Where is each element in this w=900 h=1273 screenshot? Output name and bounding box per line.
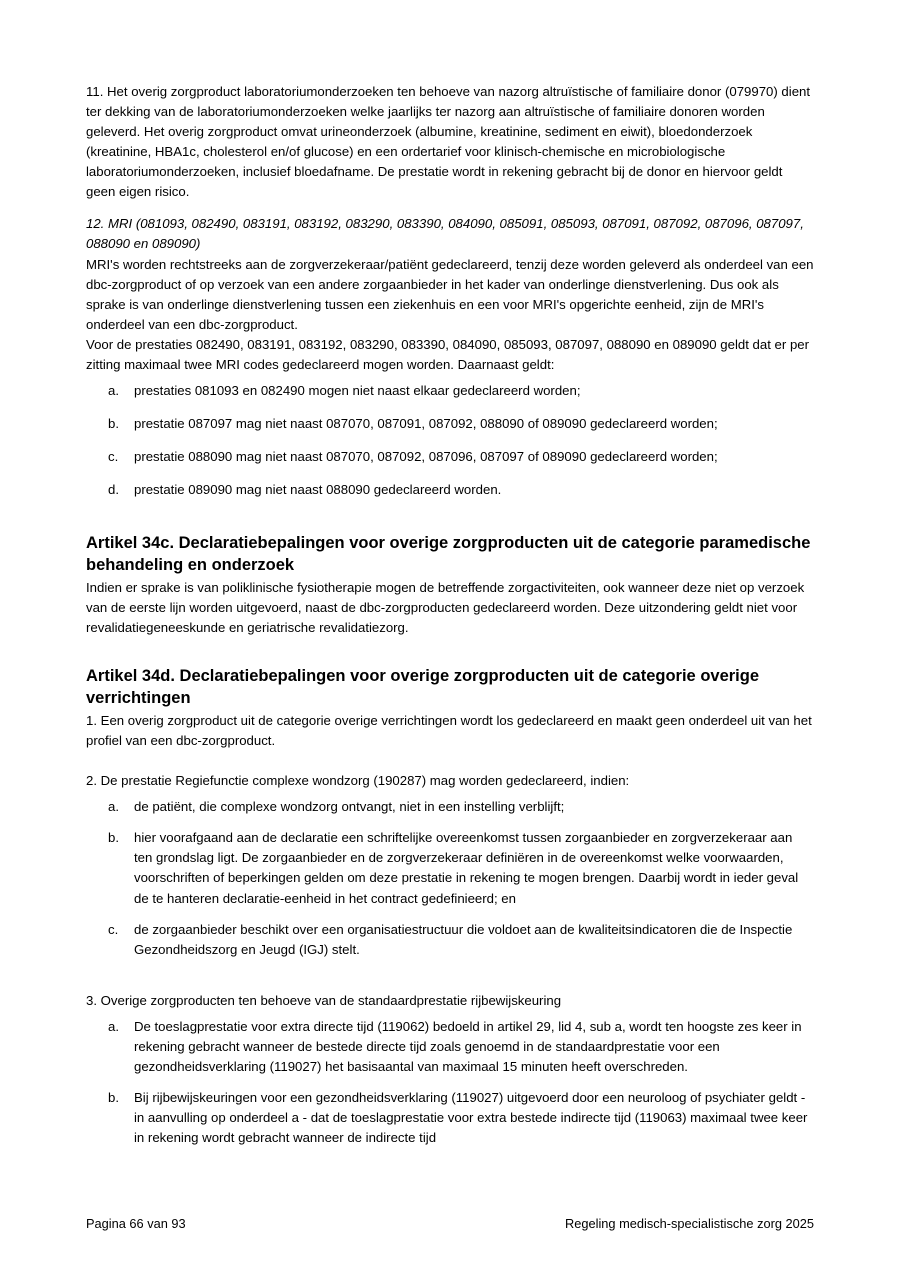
spacer [86,513,814,533]
regiefunctie-conditions-list [86,797,814,959]
list-marker: b. [108,830,119,846]
list-item [86,414,814,434]
paragraph-34d-item-2-intro: 2. De prestatie Regiefunctie complexe wondzorg (190287) mag worden gedeclareerd, indien: [86,773,630,789]
footer-page-number: Pagina 66 van 93 [86,1216,186,1231]
list-item-text: De toeslagprestatie voor extra directe tijd (119062) bedoeld in artikel 29, lid 4, sub a, wordt ten hoogste zes keer in rekening gebracht wanneer de bestede directe tijd zoals genoemd in de standaardprestatie voor een gezondheidsverklaring (119027) het basisaantal van maximaal 15 minuten heeft overschreden. [134,1018,802,1074]
heading-artikel-34d: Artikel 34d. Declaratiebepalingen voor overige zorgproducten uit de categorie overige verrichtingen [86,667,760,707]
paragraph-artikel-34c-body: Indien er sprake is van poliklinische fysiotherapie mogen de betreffende zorgactiviteiten, ook wanneer deze niet op verzoek van de eerste lijn worden uitgevoerd, naast de dbc-zorgproducten gedeclareerd worden. Deze uitzondering geldt niet voor revalidatiegeneeskunde en geriatrische revalidatiezorg. [86,580,805,636]
list-marker: c. [108,921,119,937]
paragraph-item-12-body-2: Voor de prestaties 082490, 083191, 083192, 083290, 083390, 084090, 085093, 087097, 088090 en 089090 geldt dat er per zitting maximaal twee MRI codes gedeclareerd mogen worden. Daarnaast geldt: [86,336,810,372]
list-item-text: de patiënt, die complexe wondzorg ontvangt, niet in een instelling verblijft; [134,799,565,815]
spacer [86,751,814,771]
list-marker: b. [108,1089,119,1105]
list-item-text: prestatie 089090 mag niet naast 088090 gedeclareerd worden. [134,482,502,498]
list-marker: d. [108,482,119,498]
list-item [86,828,814,908]
spacer [86,638,814,666]
list-item [86,1088,814,1148]
list-item [86,480,814,500]
list-marker: c. [108,449,119,464]
list-marker: a. [108,1018,119,1034]
mri-conditions-list [86,381,814,500]
list-item-text: hier voorafgaand aan de declaratie een schriftelijke overeenkomst tussen zorgaanbieder en zorgverzekeraar aan ten grondslag ligt. De zorgaanbieder en de zorgverzekeraar definiëren in de overeenkomst welke voorwaarden, voorschriften of beperkingen gelden om deze prestatie in rekening te mogen brengen. Daarbij wordt in ieder geval de te hanteren declaratie-eenheid in het contract gedefinieerd; en [134,830,799,906]
rijbewijskeuring-list [86,1017,814,1148]
list-item-text: prestaties 081093 en 082490 mogen niet naast elkaar gedeclareerd worden; [134,382,581,398]
heading-artikel-34c: Artikel 34c. Declaratiebepalingen voor overige zorgproducten uit de categorie paramedische behandeling en onderzoek [86,534,811,574]
list-item [86,447,814,467]
spacer [86,971,814,991]
page-content [86,82,814,1148]
list-item [86,797,814,817]
list-item [86,381,814,401]
paragraph-item-12-body: MRI's worden rechtstreeks aan de zorgverzekeraar/patiënt gedeclareerd, tenzij deze worden geleverd als onderdeel van een dbc-zorgproduct of op verzoek van een andere zorgaanbieder in het kader van onderlinge dienstverlening. Dus ook als sprake is van onderlinge dienstverlening tussen een ziekenhuis en een voor MRI's opgerichte eenheid, zijn de MRI's onderdeel van een dbc-zorgproduct. [86,256,814,332]
list-item-text: prestatie 088090 mag niet naast 087070, 087092, 087096, 087097 of 089090 gedeclareerd worden; [134,449,718,464]
list-item-text: prestatie 087097 mag niet naast 087070, 087091, 087092, 088090 of 089090 gedeclareerd worden; [134,415,718,431]
footer-document-title: Regeling medisch-specialistische zorg 2025 [565,1216,814,1231]
list-item [86,920,814,960]
paragraph-item-11: 11. Het overig zorgproduct laboratoriumonderzoeken ten behoeve van nazorg altruïstische of familiaire donor (079970) dient ter dekking van de laboratoriumonderzoeken welke jaarlijks ter nazorg aan altruïstische of familiaire donoren worden geleverd. Het overig zorgproduct omvat urineonderzoek (albumine, kreatinine, sediment en eiwit), bloedonderzoek (kreatinine, HBA1c, cholesterol en/of glucose) en een ordertarief voor klinisch-chemische en microbiologische laboratoriumonderzoeken, inclusief bloedafname. De prestatie wordt in rekening gebracht bij de donor en hiervoor geldt geen eigen risico. [86,84,811,200]
list-marker: b. [108,415,119,431]
paragraph-34d-item-3-intro: 3. Overige zorgproducten ten behoeve van de standaardprestatie rijbewijskeuring [86,992,562,1008]
spacer [86,202,814,214]
list-item [86,1017,814,1077]
paragraph-item-12-title: 12. MRI (081093, 082490, 083191, 083192, 083290, 083390, 084090, 085091, 085093, 087091, 087092, 087096, 087097, 088090 en 089090) [86,216,804,252]
list-marker: a. [108,799,119,815]
list-item-text: Bij rijbewijskeuringen voor een gezondheidsverklaring (119027) uitgevoerd door een neuroloog of psychiater geldt - in aanvulling op onderdeel a - dat de toeslagprestatie voor extra bestede indirecte tijd (119063) maximaal twee keer in rekening wordt gebracht wanneer de indirecte tijd [134,1089,808,1146]
page-footer [86,1216,814,1231]
paragraph-34d-item-1: 1. Een overig zorgproduct uit de categorie overige verrichtingen wordt los gedeclareerd en maakt geen onderdeel uit van het profiel van een dbc-zorgproduct. [86,713,812,749]
list-item-text: de zorgaanbieder beschikt over een organisatiestructuur die voldoet aan de kwaliteitsindicatoren die de Inspectie Gezondheidszorg en Jeugd (IGJ) stelt. [134,921,793,957]
list-marker: a. [108,382,119,398]
